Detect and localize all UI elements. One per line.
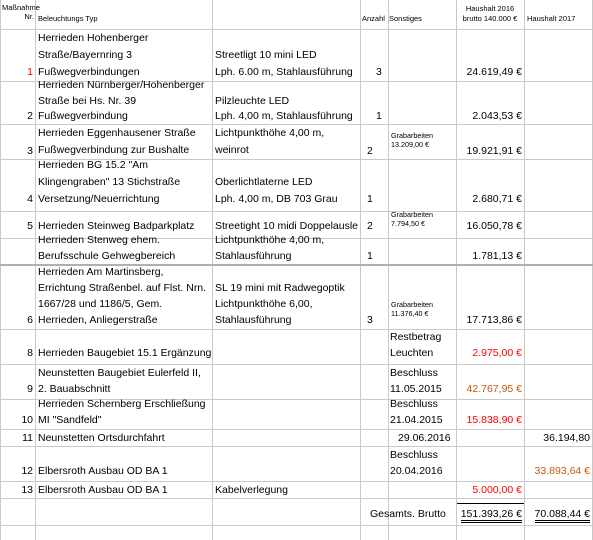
totals-h2017: 70.088,44 € [535,508,590,523]
row-typ-line: Herrieden BG 15.2 "Am [38,159,148,171]
row-sonstiges-line: 11.05.2015 [390,383,442,395]
row-h2016: 2.043,53 € [472,110,522,122]
row-sonstiges-line: Beschluss [390,398,438,410]
row-sonstiges-line: Leuchten [390,347,434,359]
row-nr: 5 [27,220,33,232]
row-nr: 6 [27,314,33,326]
row-nr: 1 [27,66,33,78]
row-sonstiges-line: Grabarbeiten [391,210,433,219]
header-massnahme-nr: Maßnahme Nr. [2,3,40,21]
row-leuchte-line: Lph. 4,00 m, DB 703 Grau [215,193,338,205]
row-h2016: 19.921,91 € [466,145,522,157]
row-anzahl: 3 [376,66,382,78]
row-leuchte-line: Streetligt 10 mini LED [215,49,317,61]
row-leuchte-line: Pilzleuchte LED [215,95,290,107]
row-nr: 2 [27,110,33,122]
row-leuchte-line: Lph. 4,00 m, Stahlausführung [215,110,353,122]
row-typ-line: Herrieden Hohenberger [38,32,149,44]
row-nr: 9 [27,383,33,395]
row-typ-line: Herrieden Baugebiet 15.1 Ergänzung [38,347,212,359]
row-typ-line: Errichtung Straßenbel. auf Flst. Nrn. [38,282,207,294]
row-leuchte-line: Lichtpunkthöhe 6,00, [215,298,313,310]
row-anzahl: 1 [367,250,373,262]
row-sonstiges-line: 7.794,50 € [391,219,425,228]
row-typ-line: Herrieden Am Martinsberg, [38,266,164,278]
row-nr: 8 [27,347,33,359]
row-typ-line: 2. Bauabschnitt [38,383,111,395]
row-sonstiges-line: Grabarbeiten [391,131,433,140]
row-sonstiges-line: 20.04.2016 [390,465,443,477]
row-typ-line: Herrieden, Anliegerstraße [38,314,158,326]
row-typ-line: Herrieden Stenweg ehem. [38,234,160,246]
row-leuchte-line: Stahlausführung [215,250,292,262]
row-anzahl: 2 [367,145,373,157]
row-h2016: 24.619,49 € [466,66,522,78]
row-typ-line: Elbersroth Ausbau OD BA 1 [38,484,168,496]
row-leuchte-line: Lph. 6.00 m, Stahlausführung [215,66,353,78]
header-anzahl: Anzahl [362,14,385,23]
row-sonstiges-line: Restbetrag [390,331,442,343]
totals-label: Gesamts. Brutto [370,508,446,520]
row-typ-line: 1667/28 und 1186/5, Gem. [38,298,163,310]
row-typ-line: Fußwegverbindung zur Bushalte [38,144,190,156]
row-typ-line: Fußwegverbindungen [38,66,140,78]
row-typ-line: Herrieden Eggenhausener Straße [38,127,196,139]
row-anzahl: 1 [367,193,373,205]
row-typ-line: Herrieden Steinweg Badparkplatz [38,220,195,232]
header-haushalt2017: Haushalt 2017 [527,14,576,23]
row-leuchte-line: Stahlausführung [215,314,292,326]
row-typ-line: Berufsschule Gehwegbereich [38,250,176,262]
row-nr: 10 [21,414,33,426]
header-typ: Beleuchtungs Typ [38,14,98,23]
row-leuchte-line: Oberlichtlaterne LED [215,176,313,188]
row-h2016: 17.713,86 € [466,314,522,326]
row-h2016: 5.000,00 € [472,484,522,496]
header-haushalt2016-line1: Haushalt 2016 [465,4,515,13]
header-sonstiges: Sonstiges [389,14,422,23]
row-sonstiges-line: Beschluss [390,449,438,461]
row-anzahl: 2 [367,220,373,232]
row-sonstiges-line: 11.376,40 € [391,309,429,318]
row-leuchte-line: weinrot [215,144,249,156]
row-sonstiges-line: 13.209,00 € [391,140,429,149]
row-nr: 12 [21,465,33,477]
row-sonstiges-line: 21.04.2015 [390,414,443,426]
row-h2016: 1.781,13 € [472,250,522,262]
row-typ-line: MI "Sandfeld" [38,414,102,426]
row-typ-line: Klingengraben" 13 Stichstraße [38,176,181,188]
row-h2016: 2.975,00 € [472,347,522,359]
row-nr: 13 [21,484,33,496]
row-leuchte-line: Kabelverlegung [215,484,288,496]
row-h2016: 2.680,71 € [472,193,522,205]
row-anzahl: 3 [367,314,373,326]
row-typ-line: Herrieden Schernberg Erschließung [38,398,206,410]
row-sonstiges-line: Beschluss [390,367,438,379]
row-nr: 11 [22,432,33,444]
row-typ-line: Straße/Bayernring 3 [38,49,132,61]
row-typ-line: Herrieden Nürnberger/Hohenberger [38,79,205,91]
row-sonstiges-line: 29.06.2016 [398,432,451,444]
row-h2017: 36.194,80 [543,432,590,444]
row-typ-line: Neunstetten Ortsdurchfahrt [38,432,165,444]
row-typ-line: Versetzung/Neuerrichtung [38,193,160,205]
row-leuchte-line: Streetight 10 midi Doppelausle [215,220,359,232]
row-nr: 3 [27,145,33,157]
row-h2017: 33.893,64 € [534,465,590,477]
row-h2016: 15.838,90 € [466,414,522,426]
row-typ-line: Straße bei Hs. Nr. 39 [38,95,137,107]
row-anzahl: 1 [376,110,382,122]
row-typ-line: Fußwegverbindung [38,110,128,122]
row-nr: 4 [27,193,33,205]
row-h2016: 16.050,78 € [466,220,522,232]
row-typ-line: Elbersroth Ausbau OD BA 1 [38,465,168,477]
totals-h2016: 151.393,26 € [461,508,522,523]
row-h2016: 42.767,95 € [466,383,522,395]
row-typ-line: Neunstetten Baugebiet Eulerfeld II, [38,367,201,379]
row-leuchte-line: Lichtpunkthöhe 4,00 m, [215,127,325,139]
row-leuchte-line: SL 19 mini mit Radwegoptik [215,282,345,294]
row-sonstiges-line: Grabarbeiten [391,300,433,309]
row-leuchte-line: Lichtpunkthöhe 4,00 m, [215,234,325,246]
header-haushalt2016-line2: brutto 140.000 € [462,14,518,23]
